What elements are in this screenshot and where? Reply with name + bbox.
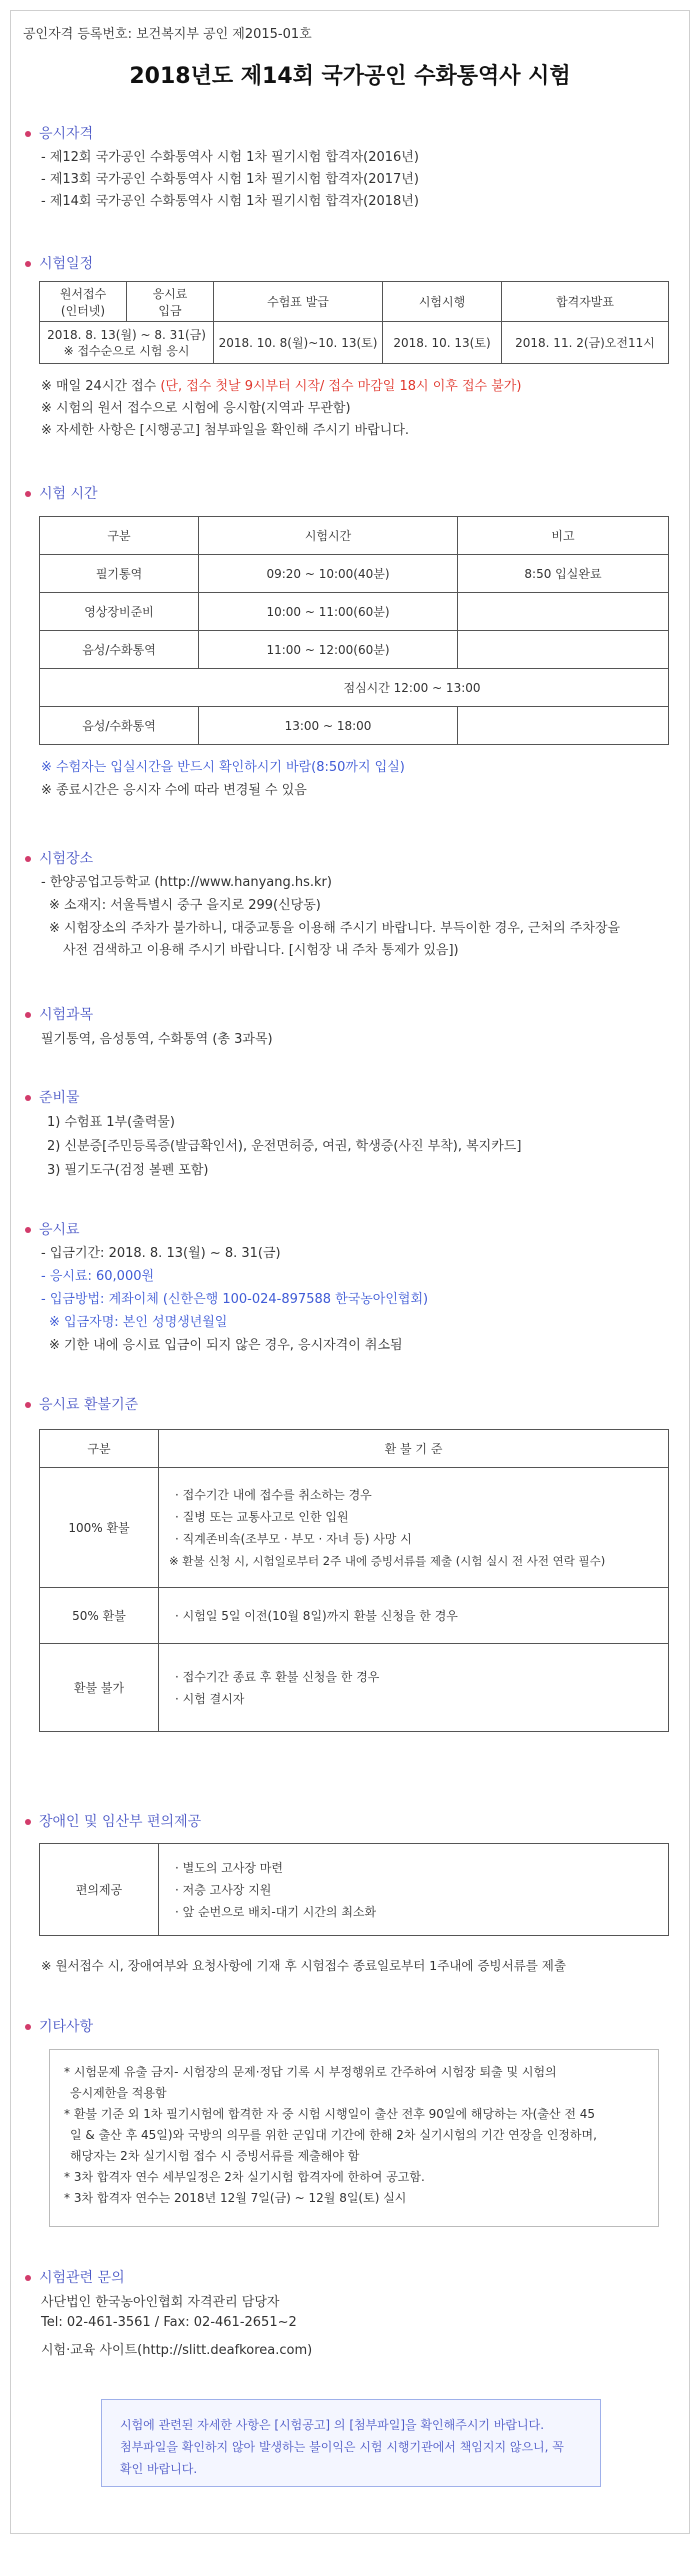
- schedule-header: 수험표 발급: [214, 282, 383, 322]
- section-heading-other: 기타사항: [25, 2016, 93, 2036]
- section-heading-qualification: 응시자격: [25, 123, 93, 143]
- accessibility-note: ※ 원서접수 시, 장애여부와 요청사항에 기재 후 시험접수 종료일로부터 1주내에 증빙서류를 제출: [41, 1958, 566, 1973]
- fee-period: - 입금기간: 2018. 8. 13(월) ~ 8. 31(금): [41, 1246, 281, 1261]
- attachment-notice: 시험에 관련된 자세한 사항은 [시험공고] 의 [첨부파일]을 확인해주시기 바랍니다. 첨부파일을 확인하지 않아 발생하는 불이익은 시험 시행기관에서 책임지지 않으니, 꼭 확인 바랍니다.: [101, 2399, 601, 2487]
- bullet-icon: [25, 491, 31, 497]
- section-heading-schedule: 시험일정: [25, 253, 93, 273]
- section-heading-fee: 응시료: [25, 1219, 80, 1239]
- lunch-time: 점심시간 12:00 ~ 13:00: [40, 669, 669, 707]
- exam-time-cell: 음성/수화통역: [40, 707, 199, 745]
- venue-parking-note: 사전 검색하고 이용해 주시기 바랍니다. [시험장 내 주차 통제가 있음]): [63, 943, 459, 958]
- exam-time-cell: [458, 631, 669, 669]
- other-note-line: * 3차 합격자 연수 세부일정은 2차 실기시험 합격자에 한하여 공고함.: [64, 2170, 425, 2184]
- section-heading-refund: 응시료 환불기준: [25, 1394, 138, 1414]
- exam-time-table: [39, 516, 669, 745]
- items-list-item: 1) 수험표 1부(출력물): [47, 1115, 175, 1130]
- accessibility-details: · 별도의 고사장 마련 · 저층 고사장 지원 · 앞 순번으로 배치-대기 시간의 최소화: [159, 1844, 669, 1936]
- schedule-cell: 2018. 10. 8(월)~10. 13(토): [214, 322, 383, 364]
- contact-website: 시험·교육 사이트(http://slitt.deafkorea.com): [41, 2343, 313, 2358]
- qualification-item: - 제13회 국가공인 수화통역사 시험 1차 필기시험 합격자(2017년): [41, 172, 419, 187]
- schedule-cell-application: 2018. 8. 13(월) ~ 8. 31(금) ※ 접수순으로 시험 응시: [40, 322, 214, 364]
- bullet-icon: [25, 1012, 31, 1018]
- exam-time-header: 시험시간: [199, 517, 458, 555]
- exam-time-cell: 음성/수화통역: [40, 631, 199, 669]
- exam-time-cell: [458, 707, 669, 745]
- other-note-line: 해당자는 2차 실기시험 접수 시 증빙서류를 제출해야 함: [70, 2149, 360, 2163]
- schedule-note: ※ 매일 24시간 접수 (단, 접수 첫날 9시부터 시작/ 접수 마감일 18시 이후 접수 불가): [41, 379, 522, 394]
- other-note-line: * 시험문제 유출 금지- 시험장의 문제·정답 기록 시 부정행위로 간주하여 시험장 퇴출 및 시험의: [64, 2065, 557, 2079]
- venue-parking-note: ※ 시험장소의 주차가 불가하니, 대중교통을 이용해 주시기 바랍니다. 부득이한 경우, 근처의 주차장을: [49, 921, 621, 936]
- qualification-item: - 제12회 국가공인 수화통역사 시험 1차 필기시험 합격자(2016년): [41, 150, 419, 165]
- bullet-icon: [25, 856, 31, 862]
- bullet-icon: [25, 1819, 31, 1825]
- other-note-line: 응시제한을 적용함: [70, 2086, 167, 2100]
- bullet-icon: [25, 2024, 31, 2030]
- other-note-line: * 3차 합격자 연수는 2018년 12월 7일(금) ~ 12월 8일(토) 실시: [64, 2191, 407, 2205]
- exam-time-header: 구분: [40, 517, 199, 555]
- schedule-header: 시험시행: [383, 282, 502, 322]
- exam-time-cell: 필기통역: [40, 555, 199, 593]
- schedule-table: [39, 281, 669, 364]
- exam-time-cell: 영상장비준비: [40, 593, 199, 631]
- refund-label: 50% 환불: [40, 1588, 159, 1644]
- bullet-icon: [25, 1227, 31, 1233]
- contact-phone: Tel: 02-461-3561 / Fax: 02-461-2651~2: [41, 2315, 297, 2330]
- items-list-item: 2) 신분증[주민등록증(발급확인서), 운전면허증, 여권, 학생증(사진 부착), 복지카드]: [47, 1139, 522, 1154]
- fee-depositor: ※ 입금자명: 본인 성명생년월일: [49, 1315, 228, 1330]
- other-notes-box: [49, 2049, 659, 2227]
- accessibility-label: 편의제공: [40, 1844, 159, 1936]
- refund-header: 환 불 기 준: [159, 1430, 669, 1468]
- contact-org: 사단법인 한국농아인협회 자격관리 담당자: [41, 2295, 280, 2310]
- other-note-line: 일 & 출산 후 45일)와 국방의 의무를 위한 군입대 기간에 한해 2차 실기시험의 기간 연장을 인정하며,: [70, 2128, 597, 2142]
- schedule-header: 원서접수 (인터넷): [40, 282, 127, 322]
- schedule-note: ※ 자세한 사항은 [시행공고] 첨부파일을 확인해 주시기 바랍니다.: [41, 423, 410, 438]
- exam-time-note: ※ 종료시간은 응시자 수에 따라 변경될 수 있음: [41, 783, 307, 798]
- fee-method: - 입금방법: 계좌이체 (신한은행 100-024-897588 한국농아인협회): [41, 1292, 429, 1307]
- items-list-item: 3) 필기도구(검정 볼펜 포함): [47, 1163, 209, 1178]
- exam-time-header: 비고: [458, 517, 669, 555]
- refund-label: 100% 환불: [40, 1468, 159, 1588]
- fee-warning: ※ 기한 내에 응시료 입금이 되지 않은 경우, 응시자격이 취소됨: [49, 1338, 403, 1353]
- schedule-cell: 2018. 10. 13(토): [383, 322, 502, 364]
- notice-page: [10, 10, 690, 2534]
- schedule-note: ※ 시험의 원서 접수으로 시험에 응시함(지역과 무관함): [41, 401, 351, 416]
- registration-number: 공인자격 등록번호: 보건복지부 공인 제2015-01호: [23, 27, 312, 42]
- exam-time-cell: 8:50 입실완료: [458, 555, 669, 593]
- fee-amount: - 응시료: 60,000원: [41, 1269, 155, 1284]
- bullet-icon: [25, 1402, 31, 1408]
- exam-time-cell: 13:00 ~ 18:00: [199, 707, 458, 745]
- refund-criteria: · 접수기간 종료 후 환불 신청을 한 경우 · 시험 결시자: [159, 1644, 669, 1732]
- refund-label: 환불 불가: [40, 1644, 159, 1732]
- refund-criteria: · 시험일 5일 이전(10월 8일)까지 환불 신청을 한 경우: [159, 1588, 669, 1644]
- page-title: 2018년도 제14회 국가공인 수화통역사 시험: [129, 64, 571, 89]
- exam-time-cell: [458, 593, 669, 631]
- accessibility-table: [39, 1843, 669, 1936]
- refund-table: [39, 1429, 669, 1732]
- section-heading-subjects: 시험과목: [25, 1004, 93, 1024]
- section-heading-items: 준비물: [25, 1087, 80, 1107]
- section-heading-accessibility: 장애인 및 임산부 편의제공: [25, 1811, 201, 1831]
- venue-address: ※ 소재지: 서울특별시 중구 을지로 299(신당동): [49, 898, 321, 913]
- other-note-line: * 환불 기준 외 1차 필기시험에 합격한 자 중 시험 시행일이 출산 전후 90일에 해당하는 자(출산 전 45: [64, 2107, 596, 2121]
- bullet-icon: [25, 1095, 31, 1101]
- section-heading-contact: 시험관련 문의: [25, 2267, 125, 2287]
- exam-time-cell: 09:20 ~ 10:00(40분): [199, 555, 458, 593]
- subjects-text: 필기통역, 음성통역, 수화통역 (총 3과목): [41, 1032, 273, 1047]
- schedule-cell: 2018. 11. 2(금)오전11시: [502, 322, 669, 364]
- qualification-item: - 제14회 국가공인 수화통역사 시험 1차 필기시험 합격자(2018년): [41, 194, 419, 209]
- refund-criteria: · 접수기간 내에 접수를 취소하는 경우 · 질병 또는 교통사고로 인한 입원 · 직계존비속(조부모 · 부모 · 자녀 등) 사망 시 ※ 환불 신청 시, 시험일로부터 2주 내에 증빙서류를 제출 (시험 실시 전 사전 연락 필수): [159, 1468, 669, 1588]
- bullet-icon: [25, 2275, 31, 2281]
- section-heading-venue: 시험장소: [25, 848, 93, 868]
- refund-header: 구분: [40, 1430, 159, 1468]
- exam-time-cell: 10:00 ~ 11:00(60분): [199, 593, 458, 631]
- venue-school: - 한양공업고등학교 (http://www.hanyang.hs.kr): [41, 875, 332, 890]
- bullet-icon: [25, 261, 31, 267]
- exam-time-note: ※ 수험자는 입실시간을 반드시 확인하시기 바람(8:50까지 입실): [41, 760, 405, 775]
- section-heading-exam-time: 시험 시간: [25, 483, 98, 503]
- bullet-icon: [25, 131, 31, 137]
- schedule-header: 응시료 입금: [127, 282, 214, 322]
- schedule-header: 합격자발표: [502, 282, 669, 322]
- exam-time-cell: 11:00 ~ 12:00(60분): [199, 631, 458, 669]
